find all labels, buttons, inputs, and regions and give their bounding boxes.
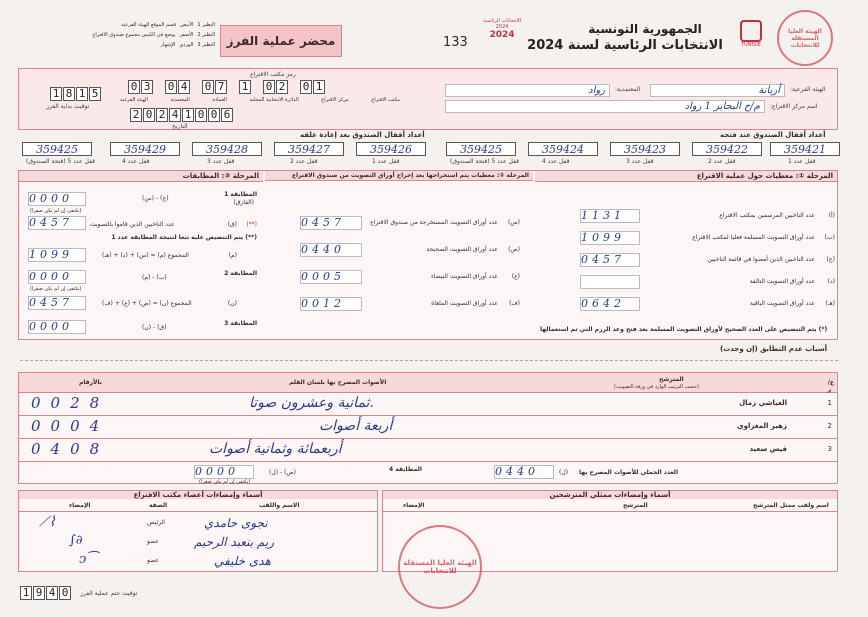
isie-stamp-bottom <box>398 525 482 609</box>
stage1-letter: (د) <box>827 278 835 285</box>
digit: 0 <box>128 80 140 94</box>
code-group <box>300 80 325 94</box>
code-group <box>128 80 153 94</box>
stage1-row <box>560 229 835 251</box>
match1-value: 0000 <box>28 192 86 206</box>
copy-row <box>10 22 215 28</box>
lock-label: قفل عدد 2 <box>290 158 318 165</box>
digit: 8 <box>63 87 75 101</box>
code-label: الهيئة الفرعية <box>120 97 148 103</box>
voted-value: 0457 <box>28 216 86 230</box>
stage2-letter: (ع) <box>511 273 520 280</box>
digit: 0 <box>195 108 207 122</box>
lock-reseal-5: 359425 <box>22 142 92 156</box>
digit: 1 <box>20 586 32 600</box>
isie-logo <box>732 20 770 60</box>
locks-reseal-label: أعداد أقفال الصندوق بعد إعادة غلقه <box>300 131 425 139</box>
code-group <box>165 80 190 94</box>
date-digits <box>130 108 233 122</box>
match3-label: المطابقة 3 <box>224 320 257 327</box>
lock-open-4: 359424 <box>528 142 598 156</box>
sub-authority-code <box>50 87 101 101</box>
member-role: عضو <box>147 557 159 564</box>
code-label: المعتمدية <box>170 97 190 103</box>
fill-note: (يكتفى إن لم يكن صفرا) <box>30 208 82 214</box>
stage1-value: 1099 <box>580 231 640 245</box>
lock-label: قفل عدد 3 <box>626 158 654 165</box>
match1-label: المطابقة 1 <box>224 191 257 198</box>
result-digits: 0408 <box>31 440 110 458</box>
digit: 0 <box>263 80 275 94</box>
sum-m-letter: (م) <box>228 252 237 259</box>
digit: 0 <box>59 586 71 600</box>
result-words: أربعة أصوات <box>319 418 393 434</box>
member-signature: ↄ⁀ <box>79 552 97 567</box>
mismatch-reasons-label: أسباب عدم التطابق (إن وجدت) <box>720 345 828 353</box>
lock-label: قفل عدد 1 <box>372 158 400 165</box>
match4-formula: (ص) - (ل) <box>269 469 296 476</box>
date-label: التاريخ <box>172 123 188 130</box>
sum-m-value: 1099 <box>28 248 86 262</box>
copy-desc: الإشهار <box>160 42 176 48</box>
stage1-label: عدد أوراق التصويت المسلمة فعليا لمكتب الاقتراع <box>692 234 815 241</box>
stage1-title: المرحلة ①: معطيات حول عملية الاقتراع <box>535 171 837 182</box>
stage2-letter: (س) <box>507 219 520 226</box>
digit: 0 <box>165 80 177 94</box>
logo-year: 2024 <box>489 30 515 40</box>
branch-code-label: رمز مكتب الاقتراع <box>250 71 296 78</box>
member-name: ريم بنعبد الرحيم <box>194 535 275 549</box>
digit: 2 <box>156 108 168 122</box>
delegation-name: رواد <box>445 84 610 97</box>
code-digit-groups <box>128 80 325 94</box>
stage2-value: 0440 <box>300 243 362 257</box>
code-group <box>239 80 251 94</box>
match4-label: المطابقة 4 <box>389 466 422 473</box>
member-row <box>19 533 377 552</box>
lock-label: قفل عدد 3 <box>207 158 235 165</box>
stage1-label: عدد أوراق التصويت التالفة <box>749 278 815 285</box>
result-no: 3 <box>827 445 832 453</box>
copies-legend <box>10 22 215 48</box>
result-words: ثمانية وعشرون صوتا. <box>249 395 374 411</box>
match2-label: المطابقة 2 <box>224 270 257 277</box>
code-label: مكتب الاقتراع <box>371 97 400 103</box>
copy-label: النظير 3 <box>197 42 215 48</box>
copy-color: الأصفر <box>179 32 194 38</box>
stage1-row <box>560 295 835 317</box>
stage1-note: (*) يتم التنصيص على العدد الصحيح لأوراق التصويت المسلمة بعد فتح وعد الرزم التي تم استعمالها <box>540 326 828 333</box>
lock-label: قفل عدد 2 <box>708 158 736 165</box>
lock-reseal-3: 359428 <box>192 142 262 156</box>
total-label: العدد الجملي للأصوات المصرح بها <box>579 469 678 476</box>
stage2-rows <box>295 214 520 322</box>
stage2-value: 0012 <box>300 297 362 311</box>
results-rows <box>19 393 837 462</box>
results-total <box>19 462 837 484</box>
stage2-row <box>295 214 520 241</box>
copy-color: الأبيض <box>180 22 194 28</box>
stage2-value: 0005 <box>300 270 362 284</box>
stage1-letter: (هـ) <box>825 300 835 307</box>
col-words: الأصوات المصرح بها بلسان القلم <box>289 379 387 386</box>
fill-note: (يكتفى إن لم يكن صفرا) <box>199 479 251 485</box>
stage2-value: 0457 <box>300 216 362 230</box>
code-group <box>202 80 227 94</box>
digit: 4 <box>169 108 181 122</box>
digit: 6 <box>221 108 233 122</box>
election-title: الانتخابات الرئاسية لسنة 2024 <box>527 38 723 53</box>
col-candidate-sub: (حسب الترتيب الوارد في ورقة التصويت) <box>614 384 699 390</box>
stage1-value: 0642 <box>580 297 640 311</box>
member-row <box>19 514 377 533</box>
stamp-text: الهيئة العليا المستقلة للانتخابات <box>788 27 822 49</box>
start-time-label: توقيت بداية الفرز <box>46 103 90 110</box>
col-no: ع/ر <box>827 379 835 393</box>
members-title: أسماء وإمضاءات أعضاء مكتب الاقتراع <box>19 491 377 499</box>
result-no: 1 <box>827 399 832 407</box>
country-title: الجمهورية التونسية <box>588 22 702 36</box>
election-logo <box>482 18 522 60</box>
total-letter: (ل) <box>559 469 569 476</box>
col-name: اسم ولقب ممثل المترشح <box>753 502 829 509</box>
copy-row <box>10 42 215 48</box>
stage1-value: 0457 <box>580 253 640 267</box>
form-title-box <box>220 25 342 57</box>
match3-formula: (ق) - (ن) <box>142 324 167 331</box>
stage1-value: 1131 <box>580 209 640 223</box>
result-name: قيس سعيد <box>749 445 787 453</box>
digit: 9 <box>33 586 45 600</box>
copy-desc: قسم الموقع للهيئة الفرعية <box>121 22 177 28</box>
result-name: زهير المغزاوي <box>737 422 787 430</box>
fill-note: (يكتفى إن لم يكن صفرا) <box>30 286 82 292</box>
stage1-row <box>560 207 835 229</box>
stage2-row <box>295 268 520 295</box>
locks-row <box>22 142 840 166</box>
col-candidate: المترشح <box>623 502 648 509</box>
digit: 0 <box>143 108 155 122</box>
members-cols <box>19 502 377 512</box>
reps-cols <box>383 502 837 512</box>
center-label: اسم مركز الاقتراع: <box>770 103 818 110</box>
copy-desc: يوضع في الكيس مجموع صندوق الاقتراع <box>92 32 176 38</box>
logo-text: الانتخابات الرئاسية 2024 <box>482 18 522 30</box>
code-group <box>263 80 288 94</box>
form-title: محضر عملية الفرز <box>226 34 336 48</box>
digit: 1 <box>76 87 88 101</box>
stage1-label: عدد الناخبين المرسمين بمكتب الاقتراع <box>719 212 815 219</box>
sum-n-value: 0457 <box>28 296 86 310</box>
copy-row <box>10 32 215 38</box>
stage2-label: عدد أوراق التصويت الصحيحة <box>426 246 498 253</box>
match4-value: 0000 <box>194 465 254 479</box>
stage1-row <box>560 273 835 295</box>
stage1-value <box>580 275 640 289</box>
member-role: الرئيس <box>147 519 165 526</box>
result-digits: 0004 <box>31 417 110 435</box>
form-number: 133 <box>443 35 468 50</box>
delegation-label: المعتمدية: <box>615 86 641 93</box>
lock-label: قفل عدد 4 <box>542 158 570 165</box>
total-value: 0440 <box>494 465 554 479</box>
member-name: نجوى حامدي <box>204 516 268 530</box>
copy-color: الوردي <box>179 42 194 48</box>
stage2-row <box>295 295 520 322</box>
sum-n-letter: (ن) <box>227 300 237 307</box>
lock-open-3: 359423 <box>610 142 680 156</box>
sum-m-label: المجموع (م) = (س) + (د) + (هـ) <box>102 252 189 259</box>
mark-note: (**) يتم التنصيص عليه تبعا لنتيجة المطابقة عدد 1 <box>111 234 257 241</box>
match2-formula: (ب) - (م) <box>142 274 167 281</box>
digit: 1 <box>313 80 325 94</box>
member-row <box>19 552 377 571</box>
stage1-row <box>560 251 835 273</box>
stage1-letter: (ج) <box>826 256 835 263</box>
lock-open-2: 359422 <box>692 142 762 156</box>
match3-value: 0000 <box>28 320 86 334</box>
lock-label: قفل عدد 5 (فتحة الصندوق) <box>450 158 519 165</box>
sub-authority-name-label: الهيئة الفرعية: <box>790 86 826 93</box>
lock-open-1: 359421 <box>770 142 840 156</box>
digit: 3 <box>141 80 153 94</box>
result-row <box>19 439 837 462</box>
col-candidate: المترشح <box>659 376 684 383</box>
stage1-letter: (أ) <box>828 212 835 219</box>
digit: 2 <box>130 108 142 122</box>
digit: 0 <box>208 108 220 122</box>
match2-value: 0000 <box>28 270 86 284</box>
digit: 4 <box>46 586 58 600</box>
isie-stamp-top <box>777 10 833 66</box>
stage2-label: عدد أوراق التصويت الملغاة <box>431 300 498 307</box>
voted-letter: (ق) <box>227 221 237 228</box>
voted-label: عدد الناخبين الذين قاموا بالتصويت <box>90 221 175 228</box>
stage2-row <box>295 241 520 268</box>
sum-n-label: المجموع (ن) = (ص) + (ع) + (ف) <box>102 300 192 307</box>
stage2-letter: (ف) <box>509 300 520 307</box>
mismatch-reasons-line <box>20 360 838 361</box>
code-label: مركز الاقتراع <box>321 97 349 103</box>
center-name: م/ح البحاير 1 رواد <box>445 100 765 113</box>
results-header <box>19 373 837 393</box>
stage2-label: عدد أوراق التصويت البيضاء <box>430 273 498 280</box>
digit: 5 <box>89 87 101 101</box>
stage3-panel <box>22 186 262 338</box>
result-digits: 0028 <box>31 394 110 412</box>
lock-reseal-2: 359427 <box>274 142 344 156</box>
lock-reseal-1: 359426 <box>356 142 426 156</box>
digit: 4 <box>178 80 190 94</box>
col-name: الاسم واللقب <box>259 502 300 509</box>
code-label: العمادة <box>212 97 227 103</box>
code-digit-labels <box>120 97 400 103</box>
stamp-text: الهيئة العليا المستقلة للانتخابات <box>403 559 477 575</box>
member-role: عضو <box>147 538 159 545</box>
member-name: هدى خليفي <box>214 554 271 568</box>
end-time-label: توقيت ختم عملية الفرز <box>80 590 138 597</box>
result-row <box>19 393 837 416</box>
member-signature: ⟋⌇ <box>39 514 56 530</box>
stage1-label: عدد الناخبين الذين أمضوا في قائمة الناخبين <box>707 256 815 263</box>
match1-formula: (ج) - (س) <box>142 195 169 202</box>
stage3-title: المرحلة ③: المطابقات <box>19 171 263 182</box>
stage1-label: عدد أوراق التصويت الباقية <box>749 300 815 307</box>
stage2-title: المرحلة ②: معطيات يتم استخراجها بعد إخراج أوراق التصويت من صندوق الاقتراع <box>265 171 533 181</box>
lock-label: قفل عدد 5 (فتحة الصندوق) <box>26 158 95 165</box>
digit: 2 <box>276 80 288 94</box>
digit: 0 <box>202 80 214 94</box>
locks-opening-label: أعداد أقفال الصندوق عند فتحه <box>720 131 826 139</box>
lock-open-5: 359425 <box>446 142 516 156</box>
digit: 1 <box>239 80 251 94</box>
copy-label: النظير 1 <box>197 22 215 28</box>
member-signature: ∫∂ <box>69 533 83 548</box>
stage1-rows <box>560 207 835 317</box>
digit: 1 <box>182 108 194 122</box>
voted-mark: (**) <box>246 221 257 228</box>
result-name: العياشي زمال <box>739 399 787 407</box>
result-no: 2 <box>827 422 832 430</box>
lock-label: قفل عدد 1 <box>788 158 816 165</box>
lock-label: قفل عدد 4 <box>122 158 150 165</box>
stage2-label: عدد أوراق التصويت المستخرجة من صندوق الاقتراع <box>370 219 498 226</box>
lock-reseal-4: 359429 <box>110 142 180 156</box>
end-time-digits <box>20 586 71 600</box>
isie-label: TUNISIE <box>741 42 761 48</box>
result-row <box>19 416 837 439</box>
digit: 1 <box>50 87 62 101</box>
result-words: أربعمائة وثمانية أصوات <box>209 441 342 457</box>
col-digits: بالأرقام <box>79 379 103 386</box>
sub-authority-name: أريانة <box>650 84 785 97</box>
match1-sub: (الفارق) <box>233 199 254 206</box>
col-sig: الإمضاء <box>69 502 91 509</box>
members-rows <box>19 514 377 571</box>
digit: 7 <box>215 80 227 94</box>
col-role: الصفة <box>149 502 168 509</box>
reps-title: أسماء وإمضاءات ممثلي المترشحين <box>383 491 837 499</box>
stage1-letter: (ب) <box>824 234 835 241</box>
code-label: الدائرة الانتخابية المحلية <box>249 97 299 103</box>
stage2-letter: (ص) <box>508 246 520 253</box>
col-sig: الإمضاء <box>403 502 425 509</box>
digit: 0 <box>300 80 312 94</box>
copy-label: النظير 2 <box>197 32 215 38</box>
